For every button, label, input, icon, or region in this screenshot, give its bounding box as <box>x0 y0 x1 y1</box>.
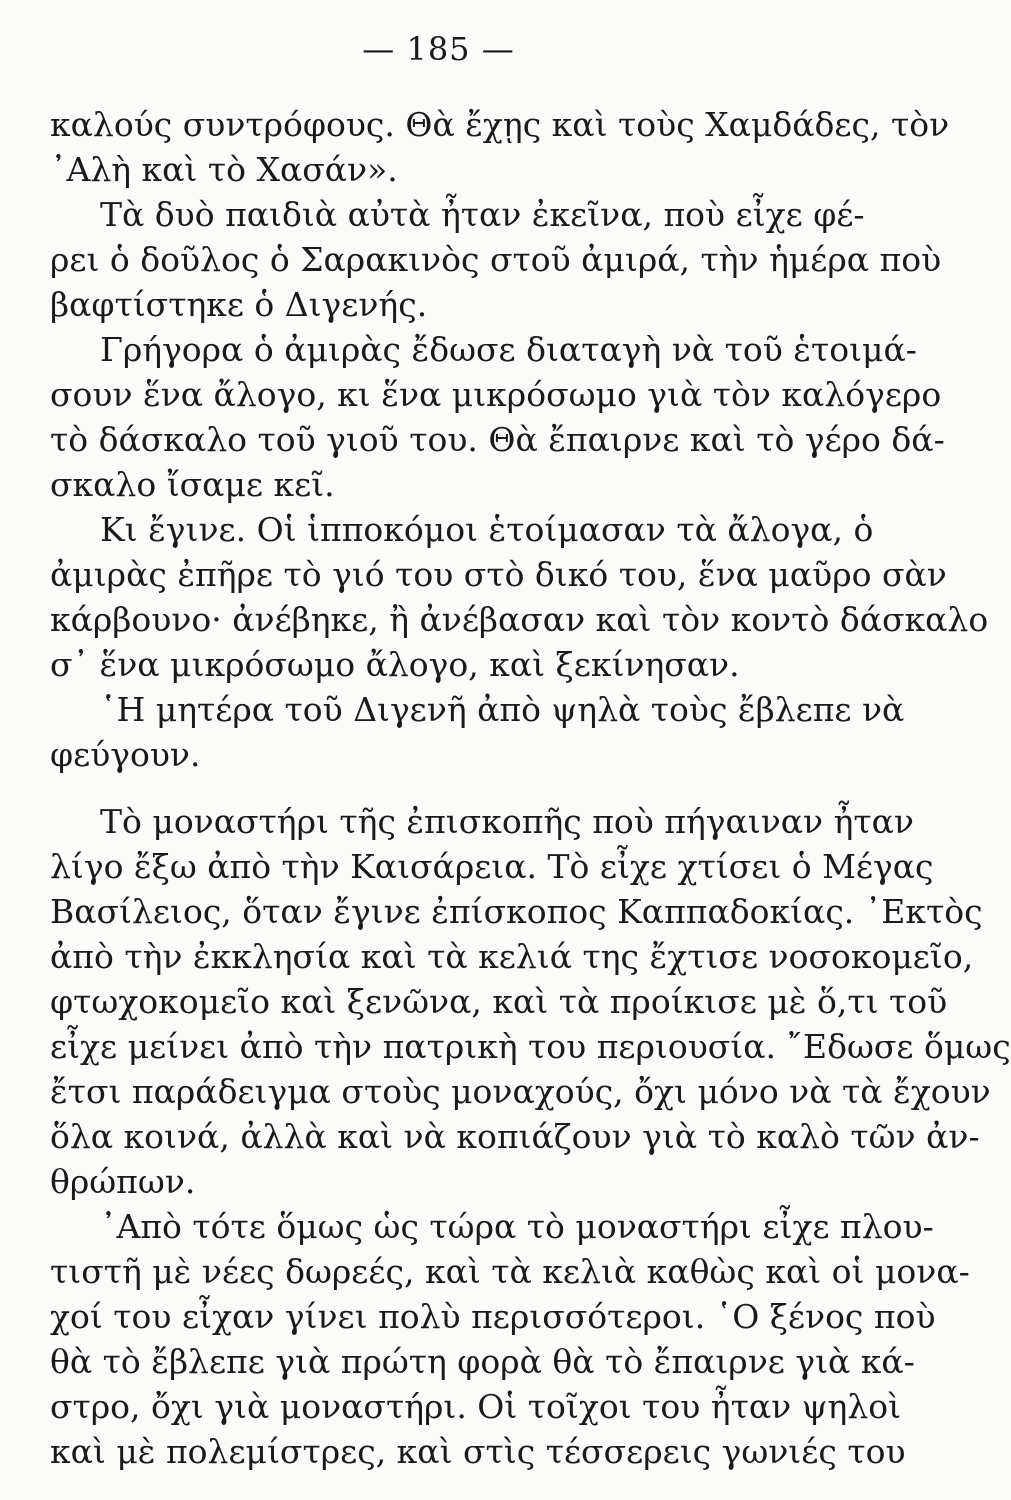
text-line: ρει ὁ δοῦλος ὁ Σαρακινὸς στοῦ ἀμιρά, τὴν ἡμέρα ποὺ <box>50 240 942 279</box>
text-line: φτωχοκομεῖο καὶ ξενῶνα, καὶ τὰ προίκισε μὲ ὅ,τι τοῦ <box>50 982 948 1021</box>
text-line: ῾Η μητέρα τοῦ Διγενῆ ἀπὸ ψηλὰ τοὺς ἔβλεπε νὰ <box>100 690 905 729</box>
text-line: ἀπὸ τὴν ἐκκλησία καὶ τὰ κελιά της ἔχτισε νοσοκομεῖο, <box>50 937 974 976</box>
text-line: Γρήγορα ὁ ἀμιρὰς ἔδωσε διαταγὴ νὰ τοῦ ἑτοιμά- <box>100 330 917 369</box>
text-line: σ᾿ ἕνα μικρόσωμο ἄλογο, καὶ ξεκίνησαν. <box>50 645 740 684</box>
text-line: εἶχε μείνει ἀπὸ τὴν πατρικὴ του περιουσία. ῎Εδωσε ὅμως <box>50 1027 1011 1066</box>
text-line: θὰ τὸ ἔβλεπε γιὰ πρώτη φορὰ θὰ τὸ ἔπαιρνε γιὰ κά- <box>50 1342 915 1381</box>
text-line: καὶ μὲ πολεμίστρες, καὶ στὶς τέσσερεις γωνιές του <box>50 1432 906 1471</box>
text-line: τὸ δάσκαλο τοῦ γιοῦ του. Θὰ ἔπαιρνε καὶ τὸ γέρο δά- <box>50 420 945 459</box>
text-line: καλούς συντρόφους. Θὰ ἔχῃς καὶ τοὺς Χαμδάδες, τὸν <box>50 105 950 144</box>
text-line: τιστῆ μὲ νέες δωρεές, καὶ τὰ κελιὰ καθὼς καὶ οἱ μονα- <box>50 1252 970 1291</box>
text-line: χοί του εἶχαν γίνει πολὺ περισσότεροι. ῾Ο ξένος ποὺ <box>50 1297 936 1336</box>
text-line: Βασίλειος, ὅταν ἔγινε ἐπίσκοπος Καππαδοκίας. ᾿Εκτὸς <box>50 892 983 931</box>
text-line: ἔτσι παράδειγμα στοὺς μοναχούς, ὄχι μόνο νὰ τὰ ἔχουν <box>50 1072 991 1111</box>
text-line: σουν ἕνα ἄλογο, κι ἕνα μικρόσωμο γιὰ τὸν καλόγερο <box>50 375 942 414</box>
text-line: ἀμιρὰς ἐπῆρε τὸ γιό του στὸ δικό του, ἕνα μαῦρο σὰν <box>50 555 947 594</box>
text-line: βαφτίστηκε ὁ Διγενής. <box>50 285 428 324</box>
text-line: Τὰ δυὸ παιδιὰ αὐτὰ ἦταν ἐκεῖνα, ποὺ εἶχε φέ- <box>100 195 865 234</box>
text-line: ᾿Αλὴ καὶ τὸ Χασάν». <box>50 150 398 189</box>
text-line: λίγο ἔξω ἀπὸ τὴν Καισάρεια. Τὸ εἶχε χτίσει ὁ Μέγας <box>50 847 934 886</box>
text-line: κάρβουνο· ἀνέβηκε, ἢ ἀνέβασαν καὶ τὸν κοντὸ δάσκαλο <box>50 600 989 639</box>
text-line: στρο, ὄχι γιὰ μοναστήρι. Οἱ τοῖχοι του ἦταν ψηλοὶ <box>50 1387 902 1426</box>
text-line: Κι ἔγινε. Οἱ ἱπποκόμοι ἑτοίμασαν τὰ ἄλογα, ὁ <box>100 510 874 549</box>
text-line: ὅλα κοινά, ἀλλὰ καὶ νὰ κοπιάζουν γιὰ τὸ καλὸ τῶν ἀν- <box>50 1117 980 1156</box>
text-line: Τὸ μοναστήρι τῆς ἐπισκοπῆς ποὺ πήγαιναν ἦταν <box>100 802 914 841</box>
text-line: θρώπων. <box>50 1162 196 1201</box>
text-line: σκαλο ἴσαμε κεῖ. <box>50 465 335 504</box>
page-number: — 185 — <box>362 30 515 68</box>
text-line: ᾿Απὸ τότε ὅμως ὡς τώρα τὸ μοναστήρι εἶχε πλου- <box>100 1207 934 1246</box>
text-line: φεύγουν. <box>50 735 201 774</box>
